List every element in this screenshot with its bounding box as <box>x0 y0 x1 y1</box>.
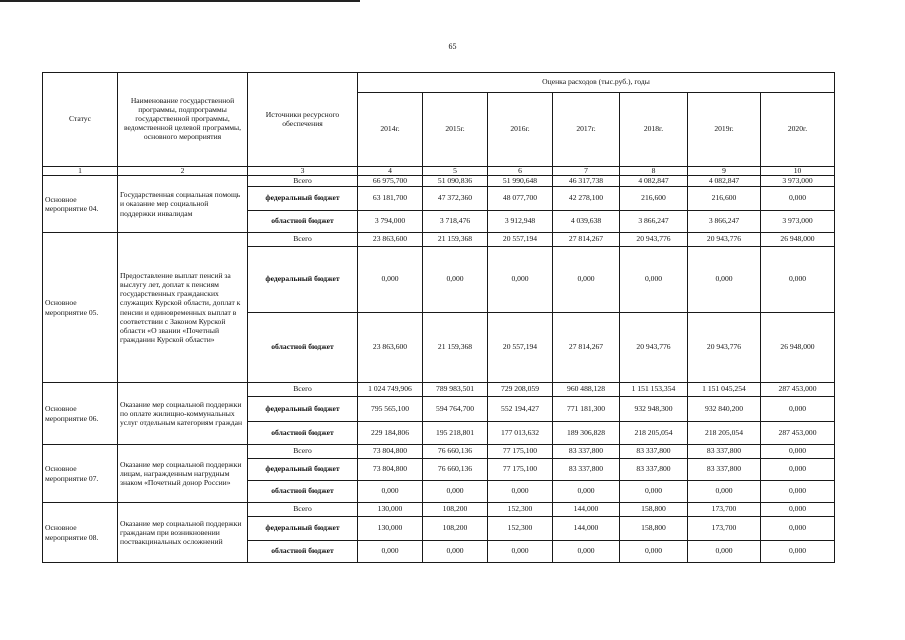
amount-cell: 3 866,247 <box>688 211 761 233</box>
amount-cell: 932 948,300 <box>620 397 688 422</box>
amount-cell: 173,700 <box>688 517 761 541</box>
amount-cell: 216,600 <box>688 187 761 211</box>
funding-source-cell: областной бюджет <box>248 541 358 563</box>
program-name-cell: Предоставление выплат пенсий за выслугу лет, доплат к пенсиям государственных гражданских служащих Курской области, доплат к пенсии и единовременных выплат в соответствии с Законом Курской области «О звании «Почетный гражданин Курской области» <box>118 233 248 383</box>
amount-cell: 771 181,300 <box>553 397 620 422</box>
amount-cell: 83 337,800 <box>553 459 620 481</box>
header-year: 2019г. <box>688 93 761 167</box>
amount-cell: 21 159,368 <box>423 313 488 383</box>
header-year: 2018г. <box>620 93 688 167</box>
amount-cell: 0,000 <box>620 541 688 563</box>
amount-cell: 0,000 <box>488 247 553 313</box>
amount-cell: 0,000 <box>423 481 488 503</box>
amount-cell: 3 866,247 <box>620 211 688 233</box>
amount-cell: 21 159,368 <box>423 233 488 247</box>
amount-cell: 932 840,200 <box>688 397 761 422</box>
amount-cell: 77 175,100 <box>488 445 553 459</box>
top-rule <box>0 0 360 2</box>
amount-cell: 73 804,800 <box>358 459 423 481</box>
table-row <box>43 176 835 187</box>
amount-cell: 83 337,800 <box>620 459 688 481</box>
amount-cell: 73 804,800 <box>358 445 423 459</box>
amount-cell: 594 764,700 <box>423 397 488 422</box>
amount-cell: 0,000 <box>761 541 835 563</box>
status-cell: Основное мероприятие 07. <box>43 445 118 503</box>
amount-cell: 189 306,828 <box>553 422 620 445</box>
page-number: 65 <box>448 42 457 51</box>
amount-cell: 27 814,267 <box>553 233 620 247</box>
amount-cell: 83 337,800 <box>620 445 688 459</box>
amount-cell: 83 337,800 <box>688 459 761 481</box>
amount-cell: 108,200 <box>423 503 488 517</box>
amount-cell: 130,000 <box>358 503 423 517</box>
column-number: 5 <box>423 167 488 176</box>
amount-cell: 4 082,847 <box>620 176 688 187</box>
amount-cell: 216,600 <box>620 187 688 211</box>
table-row <box>43 503 835 517</box>
amount-cell: 789 983,501 <box>423 383 488 397</box>
amount-cell: 3 794,000 <box>358 211 423 233</box>
amount-cell: 795 565,100 <box>358 397 423 422</box>
header-sources: Источники ресурсного обеспечения <box>248 73 358 167</box>
amount-cell: 0,000 <box>423 247 488 313</box>
amount-cell: 42 278,100 <box>553 187 620 211</box>
amount-cell: 218 205,054 <box>688 422 761 445</box>
amount-cell: 0,000 <box>358 481 423 503</box>
header-estimate: Оценка расходов (тыс.руб.), годы <box>358 73 835 93</box>
amount-cell: 0,000 <box>761 445 835 459</box>
amount-cell: 0,000 <box>761 503 835 517</box>
amount-cell: 3 973,000 <box>761 211 835 233</box>
amount-cell: 20 557,194 <box>488 233 553 247</box>
amount-cell: 0,000 <box>358 247 423 313</box>
amount-cell: 158,800 <box>620 517 688 541</box>
amount-cell: 46 317,738 <box>553 176 620 187</box>
amount-cell: 0,000 <box>553 481 620 503</box>
amount-cell: 0,000 <box>488 481 553 503</box>
funding-source-cell: Всего <box>248 176 358 187</box>
funding-source-cell: Всего <box>248 445 358 459</box>
amount-cell: 0,000 <box>688 247 761 313</box>
table-row <box>43 233 835 247</box>
header-year: 2017г. <box>553 93 620 167</box>
amount-cell: 0,000 <box>761 481 835 503</box>
column-number: 6 <box>488 167 553 176</box>
column-number: 8 <box>620 167 688 176</box>
amount-cell: 0,000 <box>423 541 488 563</box>
amount-cell: 23 863,600 <box>358 233 423 247</box>
amount-cell: 77 175,100 <box>488 459 553 481</box>
funding-source-cell: федеральный бюджет <box>248 459 358 481</box>
funding-source-cell: федеральный бюджет <box>248 517 358 541</box>
status-cell: Основное мероприятие 08. <box>43 503 118 563</box>
amount-cell: 20 943,776 <box>620 233 688 247</box>
amount-cell: 0,000 <box>761 397 835 422</box>
amount-cell: 1 024 749,906 <box>358 383 423 397</box>
funding-source-cell: федеральный бюджет <box>248 247 358 313</box>
header-year: 2015г. <box>423 93 488 167</box>
amount-cell: 1 151 153,354 <box>620 383 688 397</box>
amount-cell: 27 814,267 <box>553 313 620 383</box>
funding-source-cell: областной бюджет <box>248 211 358 233</box>
header-status: Статус <box>43 73 118 167</box>
funding-source-cell: федеральный бюджет <box>248 187 358 211</box>
amount-cell: 0,000 <box>761 247 835 313</box>
program-name-cell: Оказание мер социальной поддержки по оплате жилищно-коммунальных услуг отдельным категориям граждан <box>118 383 248 445</box>
amount-cell: 63 181,700 <box>358 187 423 211</box>
amount-cell: 960 488,128 <box>553 383 620 397</box>
amount-cell: 0,000 <box>620 481 688 503</box>
amount-cell: 0,000 <box>761 517 835 541</box>
header-year: 2016г. <box>488 93 553 167</box>
amount-cell: 3 973,000 <box>761 176 835 187</box>
amount-cell: 0,000 <box>688 481 761 503</box>
budget-table <box>42 72 835 563</box>
amount-cell: 130,000 <box>358 517 423 541</box>
amount-cell: 3 718,476 <box>423 211 488 233</box>
column-number-row <box>43 167 835 176</box>
amount-cell: 83 337,800 <box>688 445 761 459</box>
amount-cell: 152,300 <box>488 503 553 517</box>
amount-cell: 108,200 <box>423 517 488 541</box>
amount-cell: 0,000 <box>488 541 553 563</box>
amount-cell: 177 013,632 <box>488 422 553 445</box>
amount-cell: 552 194,427 <box>488 397 553 422</box>
amount-cell: 76 660,136 <box>423 445 488 459</box>
status-cell: Основное мероприятие 05. <box>43 233 118 383</box>
amount-cell: 20 557,194 <box>488 313 553 383</box>
amount-cell: 1 151 045,254 <box>688 383 761 397</box>
status-cell: Основное мероприятие 06. <box>43 383 118 445</box>
amount-cell: 158,800 <box>620 503 688 517</box>
amount-cell: 0,000 <box>553 247 620 313</box>
header-year: 2014г. <box>358 93 423 167</box>
amount-cell: 729 208,059 <box>488 383 553 397</box>
amount-cell: 4 082,847 <box>688 176 761 187</box>
amount-cell: 3 912,948 <box>488 211 553 233</box>
program-name-cell: Оказание мер социальной поддержки лицам, награжденным нагрудным знаком «Почетный донор России» <box>118 445 248 503</box>
amount-cell: 23 863,600 <box>358 313 423 383</box>
amount-cell: 51 990,648 <box>488 176 553 187</box>
table-body <box>43 167 835 563</box>
amount-cell: 83 337,800 <box>553 445 620 459</box>
amount-cell: 0,000 <box>761 459 835 481</box>
amount-cell: 4 039,638 <box>553 211 620 233</box>
header-name: Наименование государственной программы, подпрограммы государственной программы, ведомственной целевой программы, основного мероприятия <box>118 73 248 167</box>
amount-cell: 0,000 <box>761 187 835 211</box>
column-number: 9 <box>688 167 761 176</box>
funding-source-cell: федеральный бюджет <box>248 397 358 422</box>
amount-cell: 47 372,360 <box>423 187 488 211</box>
amount-cell: 66 975,700 <box>358 176 423 187</box>
funding-source-cell: областной бюджет <box>248 422 358 445</box>
amount-cell: 20 943,776 <box>620 313 688 383</box>
amount-cell: 76 660,136 <box>423 459 488 481</box>
amount-cell: 218 205,054 <box>620 422 688 445</box>
funding-source-cell: Всего <box>248 503 358 517</box>
amount-cell: 144,000 <box>553 517 620 541</box>
amount-cell: 152,300 <box>488 517 553 541</box>
amount-cell: 0,000 <box>553 541 620 563</box>
amount-cell: 287 453,000 <box>761 422 835 445</box>
table-row <box>43 445 835 459</box>
column-number: 1 <box>43 167 118 176</box>
column-number: 7 <box>553 167 620 176</box>
amount-cell: 48 077,700 <box>488 187 553 211</box>
funding-source-cell: областной бюджет <box>248 481 358 503</box>
amount-cell: 0,000 <box>688 541 761 563</box>
funding-source-cell: Всего <box>248 383 358 397</box>
program-name-cell: Оказание мер социальной поддержки гражданам при возникновении поствакцинальных осложнений <box>118 503 248 563</box>
table-row <box>43 383 835 397</box>
column-number: 2 <box>118 167 248 176</box>
amount-cell: 173,700 <box>688 503 761 517</box>
amount-cell: 51 090,836 <box>423 176 488 187</box>
amount-cell: 0,000 <box>620 247 688 313</box>
column-number: 10 <box>761 167 835 176</box>
amount-cell: 26 948,000 <box>761 233 835 247</box>
amount-cell: 287 453,000 <box>761 383 835 397</box>
column-number: 3 <box>248 167 358 176</box>
column-number: 4 <box>358 167 423 176</box>
amount-cell: 0,000 <box>358 541 423 563</box>
amount-cell: 20 943,776 <box>688 313 761 383</box>
amount-cell: 26 948,000 <box>761 313 835 383</box>
amount-cell: 229 184,806 <box>358 422 423 445</box>
status-cell: Основное мероприятие 04. <box>43 176 118 233</box>
amount-cell: 20 943,776 <box>688 233 761 247</box>
amount-cell: 144,000 <box>553 503 620 517</box>
funding-source-cell: Всего <box>248 233 358 247</box>
funding-source-cell: областной бюджет <box>248 313 358 383</box>
amount-cell: 195 218,801 <box>423 422 488 445</box>
program-name-cell: Государственная социальная помощь и оказание мер социальной поддержки инвалидам <box>118 176 248 233</box>
header-year: 2020г. <box>761 93 835 167</box>
header-row-top <box>43 73 835 93</box>
